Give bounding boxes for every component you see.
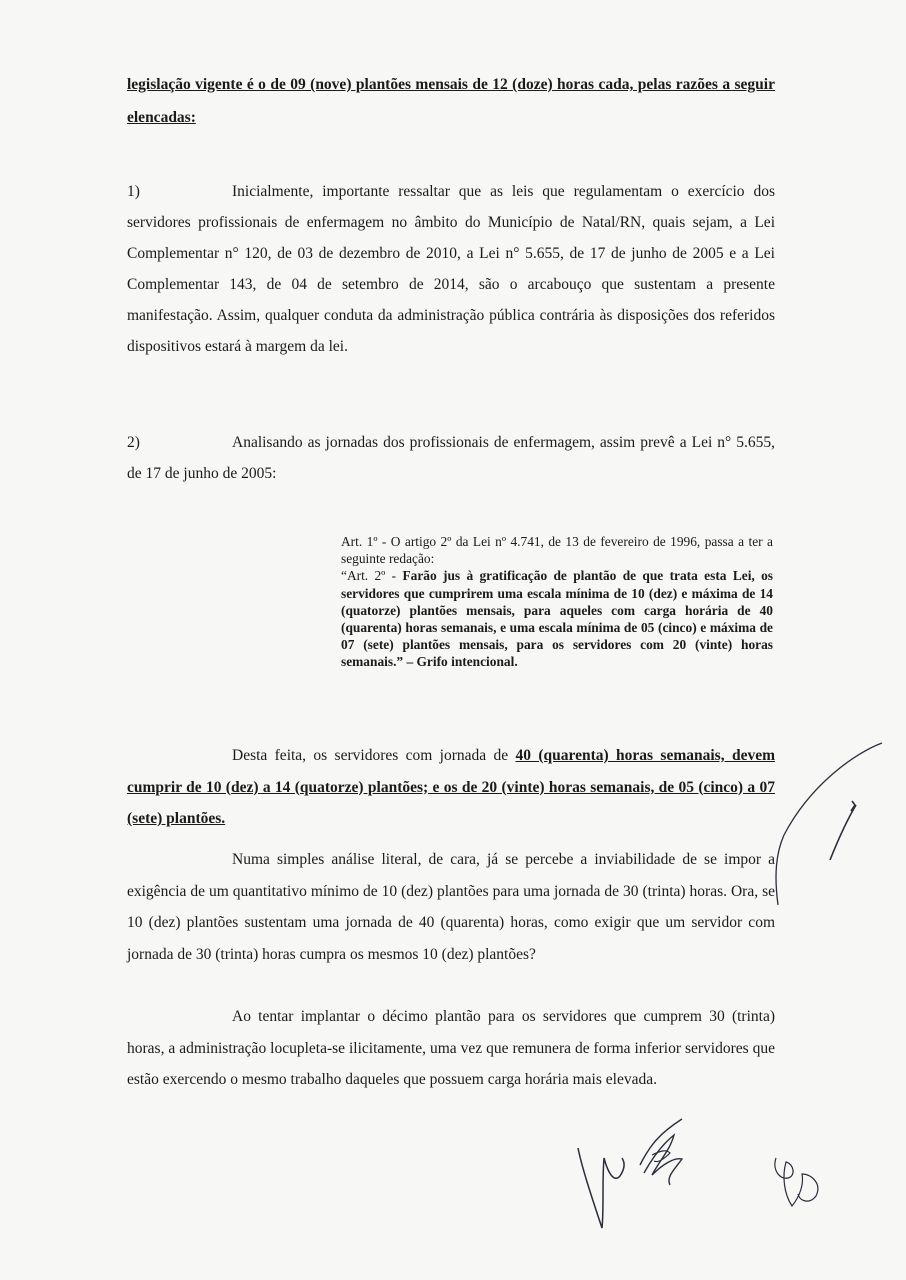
item-2-text: Analisando as jornadas dos profissionais de enfermagem, assim prevê a Lei n° 5.655, de 17 de junho de 2005: xyxy=(127,434,775,482)
quote-bold-text: Farão jus à gratificação de plantão de que trata esta Lei, os servidores que cumprirem uma escala mínima de 10 (dez) e máxima de 14 (quatorze) plantões mensais, para aqueles com carga horária de 40 (quarenta) horas semanais, e uma escala mínima de 05 (cinco) e máxima de 07 (sete) plantões mensais, para os servidores com 20 (vinte) horas semanais.” – Grifo intencional. xyxy=(341,568,773,670)
item-1-number: 1) xyxy=(127,183,140,200)
intro-heading: legislação vigente é o de 09 (nove) plantões mensais de 12 (doze) horas cada, pelas razões a seguir elencadas: xyxy=(127,76,775,126)
initials-signature-2 xyxy=(630,1115,690,1190)
conclusion-lead: Desta feita, os servidores com jornada de xyxy=(232,747,516,764)
conclusion-highlight: 40 (quarenta) horas semanais, devem cumprir de 10 (dez) a 14 (quatorze) plantões; e os de 20 (vinte) horas semanais, de 05 (cinco) a 07 (sete) plantões. xyxy=(127,747,775,827)
conclusion-paragraph xyxy=(127,740,775,835)
initials-signature-1 xyxy=(572,1128,632,1238)
quote-intro: Art. 1º - O artigo 2º da Lei nº 4.741, de 13 de fevereiro de 1996, passa a ter a seguinte redação: xyxy=(341,534,773,567)
law-quote-block xyxy=(341,533,773,671)
analysis-paragraph: Numa simples análise literal, de cara, já se percebe a inviabilidade de se impor a exigência de um quantitativo mínimo de 10 (dez) plantões para uma jornada de 30 (trinta) horas. Ora, se 10 (dez) plantões sustentam uma jornada de 40 (quarenta) horas, como exigir que um servidor com jornada de 30 (trinta) horas cumpra os mesmos 10 (dez) plantões? xyxy=(127,851,775,963)
administration-paragraph: Ao tentar implantar o décimo plantão para os servidores que cumprem 30 (trinta) horas, a administração locupleta-se ilicitamente, uma vez que remunera de forma inferior servidores que estão exercendo o mesmo trabalho daqueles que possuem carga horária mais elevada. xyxy=(127,1008,775,1088)
item-1-text: Inicialmente, importante ressaltar que as leis que regulamentam o exercício dos servidores profissionais de enfermagem no âmbito do Município de Natal/RN, quais sejam, a Lei Complementar n° 120, de 03 de dezembro de 2010, a Lei n° 5.655, de 17 de junho de 2005 e a Lei Complementar 143, de 04 de setembro de 2014, são o arcabouço que sustentam a presente manifestação. Assim, qualquer conduta da administração pública contrária às disposições dos referidos dispositivos estará à margem da lei. xyxy=(127,183,775,355)
initials-signature-3 xyxy=(768,1150,828,1212)
item-1-paragraph xyxy=(127,176,775,362)
item-2-paragraph xyxy=(127,427,775,489)
quote-lead: “Art. 2º - xyxy=(341,568,403,584)
item-2-number: 2) xyxy=(127,434,140,451)
margin-bracket-mark xyxy=(770,735,890,915)
